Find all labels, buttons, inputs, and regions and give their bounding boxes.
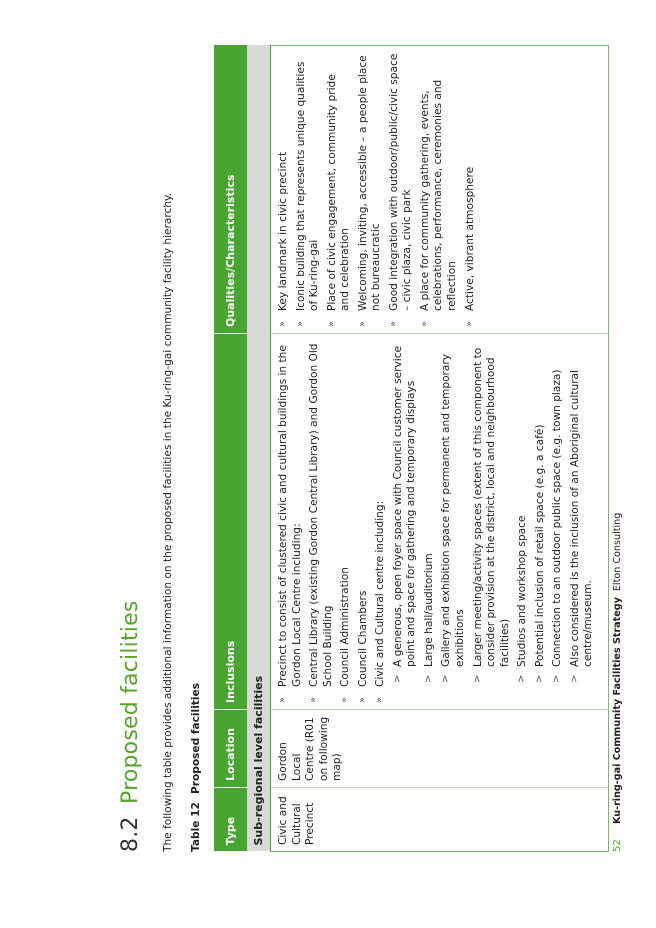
proposed-facilities-table xyxy=(214,45,609,852)
double-chevron-icon: » xyxy=(277,320,288,327)
sub-list-item: > Larger meeting/activity spaces (extent of this component to consider provision at the district, local and neighbourhood facilities) xyxy=(471,347,511,683)
author: Elton Consulting xyxy=(612,512,623,592)
group-row xyxy=(247,46,271,852)
double-chevron-icon: » xyxy=(374,696,386,703)
page-footer xyxy=(612,513,623,852)
section-title: Proposed facilities xyxy=(118,600,143,804)
list-item: » Council Administration xyxy=(339,567,352,703)
double-chevron-icon: » xyxy=(356,696,368,703)
table-row xyxy=(271,46,609,852)
chevron-right-icon: > xyxy=(391,674,403,683)
document-title: Ku-ring-gai Community Facilities Strategy xyxy=(612,597,623,824)
double-chevron-icon: » xyxy=(387,320,399,327)
double-chevron-icon: » xyxy=(325,320,337,327)
header-location: Location xyxy=(214,710,247,788)
sub-list-item: > Also considered is the inclusion of an Aboriginal cultural centre/museum. xyxy=(568,370,595,683)
list-item: » Place of civic engagement, community pride and celebration xyxy=(325,74,352,327)
sub-list-item: > Studios and workshop space xyxy=(516,515,529,683)
list-item: » Civic and Cultural centre including: > A generous, open foyer space with Council customer service point and space for gathering and temporary displays > Large hall/auditorium > Gallery and exhibition space for permanent and temporary exhibitions > Larger meeting/activity spaces (extent of this component to consider provision at the district, local and neighbourhood facilities) > Studios and workshop space > Potential inclusion of retail space (e.g. a café) > Connection to an outdoor public space (e.g. town plaza) > Also considered is the inclusion of an Aboriginal cultural centre/museum. xyxy=(374,340,596,703)
double-chevron-icon: » xyxy=(308,696,320,703)
chevron-right-icon: > xyxy=(516,674,528,683)
list-item: » Good integration with outdoor/public/civic space – civic plaza, civic park xyxy=(387,53,414,327)
header-qualities: Qualities/Characteristics xyxy=(214,46,247,334)
list-item: » Welcoming, inviting, accessible – a people place not bureaucratic xyxy=(356,55,383,327)
table-header-row xyxy=(214,46,247,852)
sub-list-item: > Connection to an outdoor public space (e.g. town plaza) xyxy=(551,369,564,683)
double-chevron-icon: » xyxy=(418,320,430,327)
list-item: » Precinct to consist of clustered civic and cultural buildings in the Gordon Local Centre including: xyxy=(277,345,303,703)
table-caption-label: Table 12 xyxy=(190,802,202,852)
section-number: 8.2 xyxy=(118,816,143,852)
cell-inclusions xyxy=(271,334,609,710)
double-chevron-icon: » xyxy=(463,320,475,327)
page-number: 52 xyxy=(612,839,623,852)
double-chevron-icon: » xyxy=(294,320,306,327)
cell-location: Gordon Local Centre (R01 on following map) xyxy=(271,710,609,788)
sub-inclusions-list xyxy=(392,340,596,687)
list-item: » Council Chambers xyxy=(356,590,369,703)
double-chevron-icon: » xyxy=(277,696,288,703)
qualities-list xyxy=(277,52,477,327)
group-label: Sub-regional level facilities xyxy=(247,46,271,852)
chevron-right-icon: > xyxy=(422,674,434,683)
chevron-right-icon: > xyxy=(440,674,452,683)
table-caption-title: Proposed facilities xyxy=(190,682,202,794)
cell-type: Civic and Cultural Precinct xyxy=(271,788,609,852)
inclusions-list xyxy=(277,340,596,703)
list-item: » Key landmark in civic precinct xyxy=(277,151,289,327)
double-chevron-icon: » xyxy=(356,320,368,327)
header-inclusions: Inclusions xyxy=(214,334,247,710)
section-heading xyxy=(118,601,143,852)
chevron-right-icon: > xyxy=(568,674,580,683)
chevron-right-icon: > xyxy=(471,674,483,683)
sub-list-item: > Large hall/auditorium xyxy=(422,553,435,683)
cell-qualities xyxy=(271,46,609,334)
chevron-right-icon: > xyxy=(533,674,545,683)
intro-paragraph: The following table provides additional information on the proposed facilities in the Ku-ring-gai community facility hierarchy. xyxy=(162,192,174,852)
header-type: Type xyxy=(214,788,247,852)
sub-list-item: > Gallery and exhibition space for permanent and temporary exhibitions xyxy=(440,353,467,683)
table-caption xyxy=(190,683,202,852)
list-item: » Active, vibrant atmosphere xyxy=(463,166,476,327)
sub-list-item: > A generous, open foyer space with Council customer service point and space for gathering and temporary displays xyxy=(391,345,418,683)
list-item: » A place for community gathering, events, celebrations, performance, ceremonies and reflection xyxy=(418,79,459,327)
list-item: » Central Library (existing Gordon Central Library) and Gordon Old School Building xyxy=(308,343,334,703)
double-chevron-icon: » xyxy=(339,696,351,703)
list-item: » Iconic building that represents unique qualities of Ku-ring-gai xyxy=(294,61,321,327)
chevron-right-icon: > xyxy=(551,674,563,683)
sub-list-item: > Potential inclusion of retail space (e.g. a café) xyxy=(533,424,546,683)
